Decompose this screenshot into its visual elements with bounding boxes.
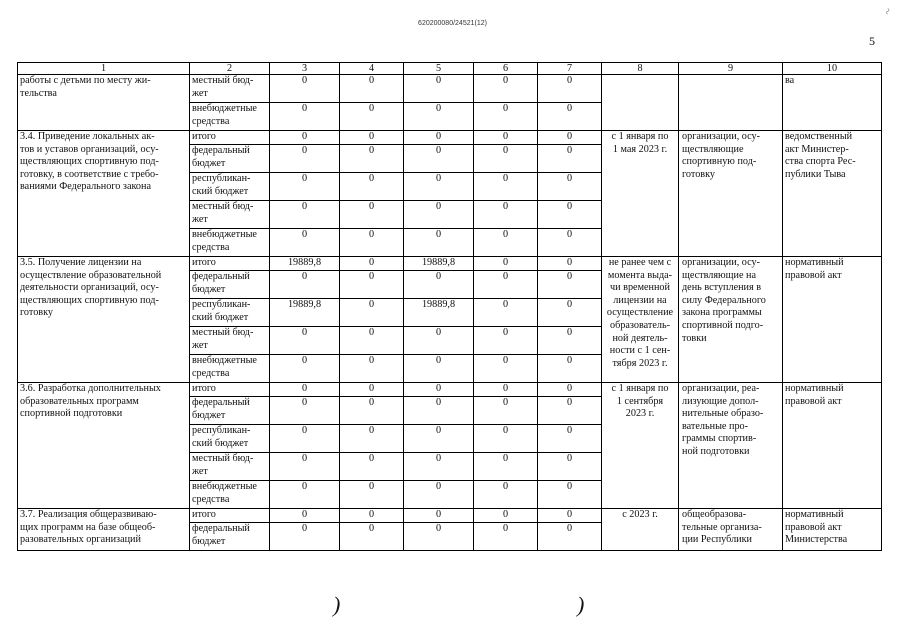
document-id: 620200080/24521(12) <box>418 20 487 27</box>
funding-value: 0 <box>404 425 474 453</box>
funding-value: 0 <box>538 75 602 103</box>
responsible-executor: организации, осу- ществляющие на день вступления в силу Федерального закона программы спортивной подго- товки <box>679 257 783 383</box>
funding-source: внебюджетные средства <box>190 355 270 383</box>
funding-value: 0 <box>340 383 404 397</box>
funding-value: 0 <box>404 481 474 509</box>
bottom-mark: ) <box>333 592 341 617</box>
funding-source: местный бюд- жет <box>190 453 270 481</box>
funding-value: 0 <box>474 131 538 145</box>
expected-result: нормативный правовой акт <box>783 383 882 509</box>
funding-value: 0 <box>340 327 404 355</box>
funding-value: 0 <box>538 425 602 453</box>
bottom-mark: ) <box>577 592 585 617</box>
funding-source: итого <box>190 257 270 271</box>
funding-value: 0 <box>538 481 602 509</box>
funding-value: 0 <box>474 481 538 509</box>
funding-source: федеральный бюджет <box>190 145 270 173</box>
funding-value: 0 <box>474 103 538 131</box>
funding-value: 0 <box>340 425 404 453</box>
funding-value: 0 <box>474 271 538 299</box>
funding-value: 0 <box>474 173 538 201</box>
column-number: 6 <box>474 63 538 75</box>
funding-value: 0 <box>404 145 474 173</box>
table-row <box>18 383 882 397</box>
funding-value: 0 <box>270 453 340 481</box>
table-row <box>18 131 882 145</box>
funding-value: 0 <box>340 131 404 145</box>
funding-source: итого <box>190 383 270 397</box>
funding-value: 0 <box>538 271 602 299</box>
corner-pen-mark: ~ <box>879 5 895 17</box>
funding-value: 0 <box>474 383 538 397</box>
funding-value: 0 <box>340 201 404 229</box>
funding-value: 0 <box>404 453 474 481</box>
implementation-period: с 1 января по 1 мая 2023 г. <box>602 131 679 257</box>
column-number: 2 <box>190 63 270 75</box>
funding-value: 0 <box>340 509 404 523</box>
funding-value: 0 <box>538 229 602 257</box>
column-number-row <box>18 63 882 75</box>
funding-value: 0 <box>270 173 340 201</box>
funding-source: республикан- ский бюджет <box>190 425 270 453</box>
funding-value: 0 <box>538 257 602 271</box>
funding-value: 0 <box>404 103 474 131</box>
funding-value: 0 <box>340 229 404 257</box>
funding-value: 0 <box>474 299 538 327</box>
funding-value: 0 <box>270 229 340 257</box>
page-number: 5 <box>869 34 875 48</box>
table-row <box>18 75 882 103</box>
funding-source: внебюджетные средства <box>190 229 270 257</box>
funding-source: республикан- ский бюджет <box>190 299 270 327</box>
funding-value: 19889,8 <box>270 299 340 327</box>
expected-result: нормативный правовой акт Министерства <box>783 509 882 551</box>
funding-value: 0 <box>538 327 602 355</box>
responsible-executor: организации, реа- лизующие допол- нительные образо- вательные про- граммы спортив- ной подготовки <box>679 383 783 509</box>
funding-value: 0 <box>270 103 340 131</box>
funding-source: итого <box>190 509 270 523</box>
responsible-executor: организации, осу- ществляющие спортивную под- готовку <box>679 131 783 257</box>
funding-value: 0 <box>340 75 404 103</box>
funding-value: 0 <box>340 271 404 299</box>
funding-value: 0 <box>538 145 602 173</box>
funding-value: 0 <box>340 453 404 481</box>
funding-value: 19889,8 <box>270 257 340 271</box>
funding-value: 0 <box>538 383 602 397</box>
funding-value: 0 <box>474 425 538 453</box>
expected-result: ведомственный акт Министер- ства спорта Рес- публики Тыва <box>783 131 882 257</box>
funding-source: внебюджетные средства <box>190 481 270 509</box>
funding-value: 0 <box>270 523 340 551</box>
column-number: 8 <box>602 63 679 75</box>
funding-value: 0 <box>340 481 404 509</box>
funding-value: 0 <box>270 271 340 299</box>
funding-source: федеральный бюджет <box>190 397 270 425</box>
plan-table <box>17 62 882 551</box>
funding-value: 0 <box>538 299 602 327</box>
funding-value: 0 <box>538 509 602 523</box>
funding-value: 0 <box>474 75 538 103</box>
funding-value: 0 <box>340 173 404 201</box>
funding-value: 0 <box>404 523 474 551</box>
funding-source: местный бюд- жет <box>190 327 270 355</box>
funding-value: 0 <box>538 453 602 481</box>
funding-source: местный бюд- жет <box>190 75 270 103</box>
table-row <box>18 257 882 271</box>
funding-value: 0 <box>270 509 340 523</box>
funding-value: 0 <box>404 271 474 299</box>
funding-source: федеральный бюджет <box>190 523 270 551</box>
funding-value: 0 <box>340 355 404 383</box>
funding-value: 19889,8 <box>404 257 474 271</box>
column-number: 5 <box>404 63 474 75</box>
funding-value: 19889,8 <box>404 299 474 327</box>
funding-value: 0 <box>538 201 602 229</box>
funding-value: 0 <box>340 145 404 173</box>
funding-value: 0 <box>270 75 340 103</box>
funding-value: 0 <box>270 397 340 425</box>
funding-value: 0 <box>340 523 404 551</box>
funding-source: внебюджетные средства <box>190 103 270 131</box>
funding-value: 0 <box>270 327 340 355</box>
funding-value: 0 <box>404 229 474 257</box>
funding-value: 0 <box>538 103 602 131</box>
column-number: 10 <box>783 63 882 75</box>
expected-result: ва <box>783 75 882 131</box>
funding-value: 0 <box>474 327 538 355</box>
funding-value: 0 <box>404 173 474 201</box>
funding-value: 0 <box>404 397 474 425</box>
funding-value: 0 <box>538 523 602 551</box>
funding-value: 0 <box>474 523 538 551</box>
implementation-period: с 1 января по 1 сентября 2023 г. <box>602 383 679 509</box>
measure-name: 3.4. Приведение локальных ак- тов и уставов организаций, осу- ществляющих спортивную под- готовку, в соответствие с требо- ваниями Федерального закона <box>18 131 190 257</box>
funding-value: 0 <box>340 299 404 327</box>
funding-value: 0 <box>404 355 474 383</box>
funding-value: 0 <box>270 481 340 509</box>
funding-value: 0 <box>270 355 340 383</box>
measure-name: 3.6. Разработка дополнительных образовательных программ спортивной подготовки <box>18 383 190 509</box>
column-number: 4 <box>340 63 404 75</box>
funding-value: 0 <box>474 145 538 173</box>
funding-value: 0 <box>340 397 404 425</box>
funding-value: 0 <box>474 355 538 383</box>
funding-value: 0 <box>474 509 538 523</box>
funding-value: 0 <box>538 173 602 201</box>
funding-value: 0 <box>474 453 538 481</box>
column-number: 1 <box>18 63 190 75</box>
funding-value: 0 <box>340 257 404 271</box>
funding-value: 0 <box>270 201 340 229</box>
responsible-executor: общеобразова- тельные организа- ции Республики <box>679 509 783 551</box>
funding-value: 0 <box>270 383 340 397</box>
responsible-executor <box>679 75 783 131</box>
funding-value: 0 <box>404 383 474 397</box>
column-number: 3 <box>270 63 340 75</box>
measure-name: 3.7. Реализация общеразвиваю- щих программ на базе общеоб- разовательных организаций <box>18 509 190 551</box>
column-number: 7 <box>538 63 602 75</box>
funding-source: местный бюд- жет <box>190 201 270 229</box>
funding-value: 0 <box>538 397 602 425</box>
funding-value: 0 <box>404 131 474 145</box>
expected-result: нормативный правовой акт <box>783 257 882 383</box>
funding-value: 0 <box>538 355 602 383</box>
funding-value: 0 <box>404 327 474 355</box>
implementation-period: с 2023 г. <box>602 509 679 551</box>
funding-value: 0 <box>474 397 538 425</box>
funding-source: федеральный бюджет <box>190 271 270 299</box>
funding-value: 0 <box>474 257 538 271</box>
funding-value: 0 <box>474 201 538 229</box>
funding-value: 0 <box>270 145 340 173</box>
implementation-period: не ранее чем с момента выда- чи временной лицензии на осуществление образователь- ной деятель- ности с 1 сен- тября 2023 г. <box>602 257 679 383</box>
funding-value: 0 <box>404 509 474 523</box>
funding-source: итого <box>190 131 270 145</box>
measure-name: 3.5. Получение лицензии на осуществление образовательной деятельности организаций, осу- ществляющих спортивную под- готовку <box>18 257 190 383</box>
funding-value: 0 <box>270 425 340 453</box>
funding-value: 0 <box>474 229 538 257</box>
funding-value: 0 <box>404 75 474 103</box>
measure-name: работы с детьми по месту жи- тельства <box>18 75 190 131</box>
funding-value: 0 <box>270 131 340 145</box>
funding-value: 0 <box>340 103 404 131</box>
table-row <box>18 509 882 523</box>
funding-value: 0 <box>404 201 474 229</box>
funding-source: республикан- ский бюджет <box>190 173 270 201</box>
column-number: 9 <box>679 63 783 75</box>
implementation-period <box>602 75 679 131</box>
funding-value: 0 <box>538 131 602 145</box>
